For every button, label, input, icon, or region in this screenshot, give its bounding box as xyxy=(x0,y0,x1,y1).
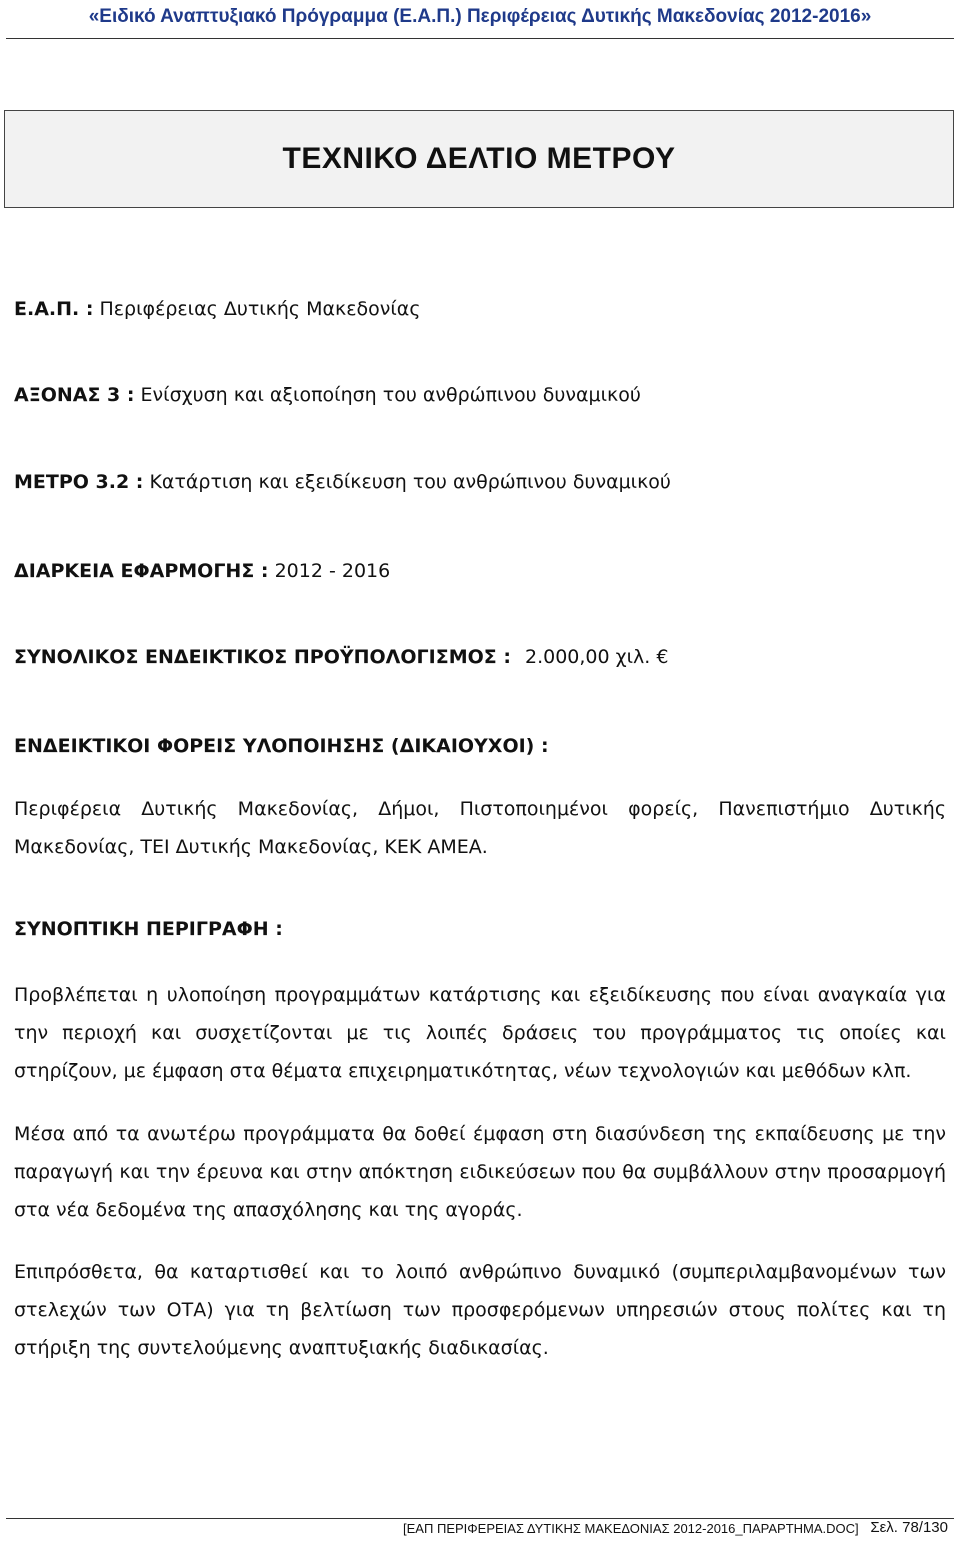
field-duration xyxy=(14,560,390,582)
summary-heading: ΣΥΝΟΠΤΙΚΗ ΠΕΡΙΓΡΑΦΗ : xyxy=(14,918,283,940)
page-number: Σελ. 78/130 xyxy=(870,1519,948,1536)
summary-paragraph: Μέσα από τα ανωτέρω προγράμματα θα δοθεί έμφαση στη διασύνδεση της εκπαίδευσης με την παραγωγή και την έρευνα και στην απόκτηση ειδικεύσεων που θα συμβάλλουν στην προσαρμογή στα νέα δεδομένα της απασχόλησης και της αγοράς. xyxy=(14,1123,946,1221)
field-axis-label: ΑΞΟΝΑΣ 3 : xyxy=(14,384,135,406)
summary-paragraph: Επιπρόσθετα, θα καταρτισθεί και το λοιπό ανθρώπινο δυναμικό (συμπεριλαμβανομένων των στελεχών των ΟΤΑ) για τη βελτίωση των προσφερόμενων υπηρεσιών στους πολίτες και τη στήριξη της συντελούμενης αναπτυξιακής διαδικασίας. xyxy=(14,1261,946,1359)
header-divider xyxy=(6,38,954,39)
field-budget-label: ΣΥΝΟΛΙΚΟΣ ΕΝΔΕΙΚΤΙΚΟΣ ΠΡΟΫΠΟΛΟΓΙΣΜΟΣ : xyxy=(14,646,511,668)
footer-filename: [ΕΑΠ ΠΕΡΙΦΕΡΕΙΑΣ ΔΥΤΙΚΗΣ ΜΑΚΕΔΟΝΙΑΣ 2012-2016_ΠΑΡΑΡΤΗΜΑ.DOC] xyxy=(403,1521,859,1536)
footer-divider xyxy=(6,1518,954,1519)
field-measure-label: ΜΕΤΡΟ 3.2 : xyxy=(14,471,144,493)
field-eap-label: Ε.Α.Π. : xyxy=(14,298,94,320)
document-title: ΤΕΧΝΙΚΟ ΔΕΛΤΙΟ ΜΕΤΡΟΥ xyxy=(282,142,676,175)
field-eap-value: Περιφέρειας Δυτικής Μακεδονίας xyxy=(99,298,421,320)
field-budget-value: 2.000,00 χιλ. € xyxy=(525,646,669,668)
field-duration-value: 2012 - 2016 xyxy=(274,560,391,582)
bodies-heading: ΕΝΔΕΙΚΤΙΚΟΙ ΦΟΡΕΙΣ ΥΛΟΠΟΙΗΣΗΣ (ΔΙΚΑΙΟΥΧΟΙ) : xyxy=(14,735,549,757)
field-axis xyxy=(14,384,641,406)
field-eap xyxy=(14,298,420,320)
summary-paragraph: Προβλέπεται η υλοποίηση προγραμμάτων κατάρτισης και εξειδίκευσης που είναι αναγκαία για την περιοχή και συσχετίζονται με τις λοιπές δράσεις του προγράμματος τις οποίες και στηρίζουν, με έμφαση στα θέματα επιχειρηματικότητας, νέων τεχνολογιών και μεθόδων κλπ. xyxy=(14,984,946,1082)
title-box xyxy=(4,110,954,208)
field-measure-value: Κατάρτιση και εξειδίκευση του ανθρώπινου δυναμικού xyxy=(149,471,671,493)
field-duration-label: ΔΙΑΡΚΕΙΑ ΕΦΑΡΜΟΓΗΣ : xyxy=(14,560,269,582)
bodies-text: Περιφέρεια Δυτικής Μακεδονίας, Δήμοι, Πιστοποιημένοι φορείς, Πανεπιστήμιο Δυτικής Μακεδονίας, ΤΕΙ Δυτικής Μακεδονίας, ΚΕΚ ΑΜΕΑ. xyxy=(14,798,946,858)
field-measure xyxy=(14,471,671,493)
field-budget xyxy=(14,646,668,668)
field-axis-value: Ενίσχυση και αξιοποίηση του ανθρώπινου δυναμικού xyxy=(140,384,641,406)
running-header: «Ειδικό Αναπτυξιακό Πρόγραμμα (Ε.Α.Π.) Περιφέρειας Δυτικής Μακεδονίας 2012-2016» xyxy=(88,6,872,27)
